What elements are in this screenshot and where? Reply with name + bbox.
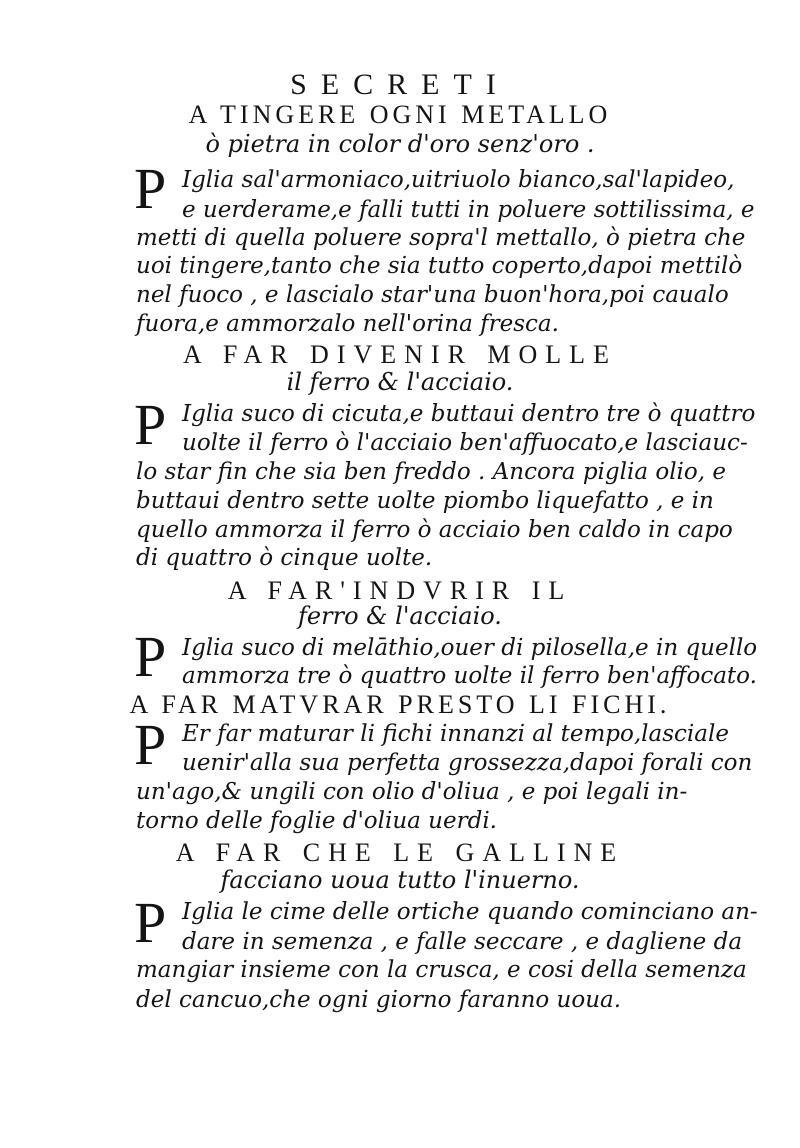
drop-cap-initial: P [134, 712, 167, 777]
text-line: lo star fin che sia ben freddo . Ancora piglia olio, e [136, 459, 726, 485]
text-line: fuora,e ammorzalo nell'orina fresca. [136, 311, 559, 337]
text-line: quello ammorza il ferro ò acciaio ben caldo in capo [136, 517, 733, 543]
text-line: Iglia le cime delle ortiche quando cominciano an- [182, 899, 758, 925]
section-heading: A FAR DIVENIR MOLLE [183, 340, 617, 369]
text-line: uenir'alla sua perfetta grossezza,dapoi forali con [182, 750, 753, 776]
section-subheading: facciano uoua tutto l'inuerno. [220, 866, 580, 894]
text-line: dare in semenza , e falle seccare , e dagliene da [182, 929, 743, 955]
drop-cap-initial: P [134, 156, 167, 221]
section-subheading: il ferro & l'acciaio. [286, 368, 514, 396]
running-head: SECRETI [290, 68, 510, 101]
text-line: di quattro ò cinque uolte. [136, 545, 433, 571]
text-line: Iglia suco di melāthio,ouer di pilosella,e in quello [182, 635, 758, 661]
text-line: ammorza tre ò quattro uolte il ferro ben'affocato. [182, 663, 757, 689]
section-subheading: ferro & l'acciaio. [298, 602, 502, 630]
text-line: mangiar insieme con la crusca, e cosi della semenza [136, 957, 747, 983]
section-heading: A FAR'INDVRIR IL [227, 576, 573, 605]
text-line: torno delle foglie d'oliua uerdi. [136, 808, 497, 834]
section-heading: A FAR CHE LE GALLINE [175, 838, 625, 867]
drop-cap-initial: P [134, 624, 167, 689]
text-line: Iglia sal'armoniaco,uitriuolo bianco,sal'lapideo, [182, 167, 735, 193]
drop-cap-initial: P [134, 392, 167, 457]
text-line: un'ago,& ungili con olio d'oliua , e poi legali in- [136, 779, 688, 805]
text-line: Er far maturar li fichi innanzi al tempo,lasciale [182, 721, 729, 747]
text-line: metti di quella poluere sopra'l mettallo, ò pietra che [136, 225, 746, 251]
text-line: e uerderame,e falli tutti in poluere sottilissima, e [182, 197, 755, 223]
section-subheading: ò pietra in color d'oro senz'oro . [205, 130, 595, 158]
text-line: nel fuoco , e lascialo star'una buon'hora,poi caualo [136, 282, 729, 308]
section-heading: A FAR MATVRAR PRESTO LI FICHI. [129, 690, 671, 719]
text-line: uoi tingere,tanto che sia tutto coperto,dapoi mettilò [136, 253, 743, 279]
text-line: uolte il ferro ò l'acciaio ben'affuocato,e lasciauc- [182, 430, 748, 456]
text-line: del cancuo,che ogni giorno faranno uoua. [136, 987, 622, 1013]
text-line: Iglia suco di cicuta,e buttaui dentro tre ò quattro [182, 401, 756, 427]
section-heading: A TINGERE OGNI METALLO [188, 100, 612, 129]
drop-cap-initial: P [134, 890, 167, 955]
text-line: buttaui dentro sette uolte piombo liquefatto , e in [136, 488, 714, 514]
